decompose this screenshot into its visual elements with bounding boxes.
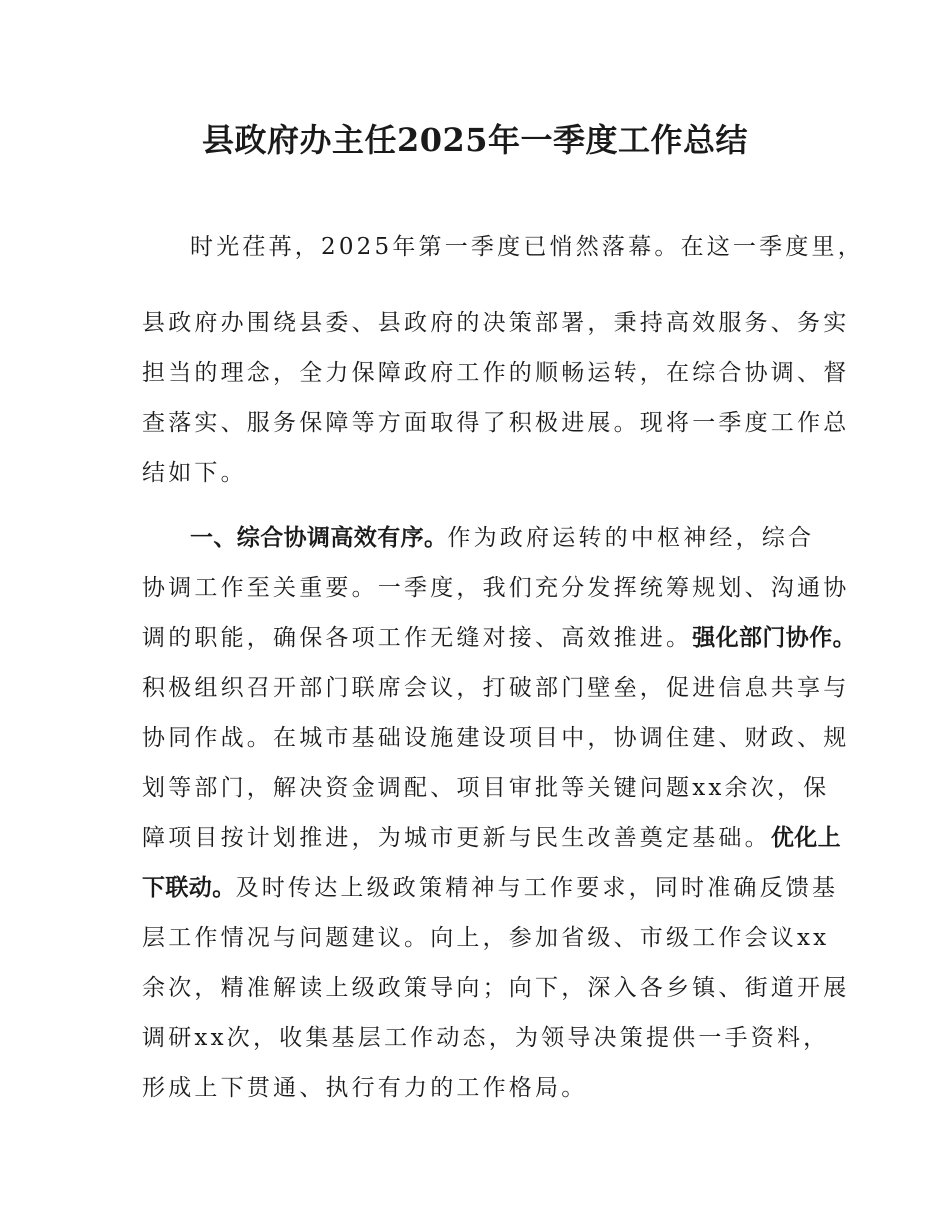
section1-line-7	[142, 823, 842, 853]
intro-line-5: 结如下。	[142, 460, 247, 486]
section1-line8-text: 及时传达上级政策精神与工作要求，同时准确反馈基	[235, 875, 839, 901]
section1-line-5: 协同作战。在城市基础设施建设项目中，协调住建、财政、规	[142, 725, 850, 751]
section1-line-2: 协调工作至关重要。一季度，我们充分发挥统筹规划、沟通协	[142, 575, 850, 601]
intro-line-1: 时光荏苒，2025年第一季度已悄然落幕。在这一季度里，	[190, 234, 864, 260]
subheading-optimize-linkage-part1: 优化上	[770, 825, 842, 851]
section1-line-10: 余次，精准解读上级政策导向；向下，深入各乡镇、街道开展	[142, 975, 850, 1001]
section1-line-9: 层工作情况与问题建议。向上，参加省级、市级工作会议xx	[142, 925, 830, 951]
section1-line-11: 调研xx次，收集基层工作动态，为领导决策提供一手资料，	[142, 1025, 830, 1051]
section1-line-3	[142, 623, 857, 653]
subheading-strengthen-collaboration: 强化部门协作。	[692, 625, 857, 651]
intro-line-4: 查落实、服务保障等方面取得了积极进展。现将一季度工作总	[142, 410, 850, 436]
document-title: 县政府办主任2025年一季度工作总结	[201, 121, 749, 159]
intro-line-3: 担当的理念，全力保障政府工作的顺畅运转，在综合协调、督	[142, 360, 850, 386]
section1-line-4: 积极组织召开部门联席会议，打破部门壁垒，促进信息共享与	[142, 675, 850, 701]
intro-line-2: 县政府办围绕县委、县政府的决策部署，秉持高效服务、务实	[142, 310, 850, 336]
section1-line1-text: 作为政府运转的中枢神经，综合	[447, 525, 815, 551]
section1-line-6: 划等部门，解决资金调配、项目审批等关键问题xx余次，保	[142, 775, 830, 801]
section1-line-12: 形成上下贯通、执行有力的工作格局。	[142, 1075, 588, 1101]
section1-line3-text: 调的职能，确保各项工作无缝对接、高效推进。	[142, 625, 693, 651]
section1-line7-text: 障项目按计划推进，为城市更新与民生改善奠定基础。	[142, 825, 771, 851]
subheading-optimize-linkage-part2: 下联动。	[142, 875, 236, 901]
section1-heading: 一、综合协调高效有序。	[190, 525, 448, 551]
section1-line-1	[190, 523, 880, 553]
section1-line-8	[142, 873, 839, 903]
